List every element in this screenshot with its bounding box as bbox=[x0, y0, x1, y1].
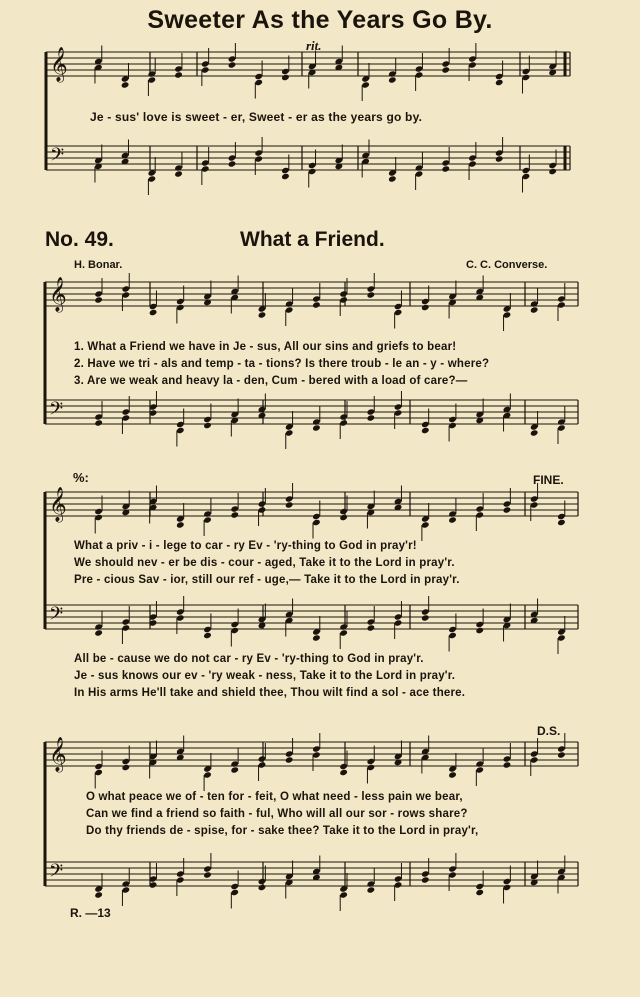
hymn1-bass-notehead bbox=[441, 165, 450, 172]
chorus-lyric-verse3: In His arms He'll take and shield thee, Thou wilt find a sol - ace there. bbox=[74, 687, 466, 699]
system3-lyric-verse2: Can we find a friend so faith - ful, Who will all our sor - rows share? bbox=[86, 808, 468, 820]
system1-bass-clef-icon: 𝄢 bbox=[49, 399, 64, 424]
system2-lyric-verse1: What a priv - i - lege to car - ry Ev - 'ry-thing to God in pray'r! bbox=[74, 540, 417, 552]
hymn1-system-bass-clef-icon: 𝄢 bbox=[50, 145, 65, 170]
system3-bass-notehead bbox=[421, 876, 430, 883]
chorus-lyric-verse1: All be - cause we do not car - ry Ev - 'ry-thing to God in pray'r. bbox=[74, 653, 424, 665]
hymn1-title: Sweeter As the Years Go By. bbox=[147, 6, 493, 34]
system1-lyric-verse2: 2. Have we tri - als and temp - ta - tions? Is there troub - le an - y - where? bbox=[74, 358, 490, 370]
system2-treble-notehead bbox=[339, 514, 348, 521]
system2-bass-notehead bbox=[421, 614, 430, 621]
system3-treble-notehead bbox=[339, 769, 348, 776]
composer-credit: C. C. Converse. bbox=[466, 259, 548, 271]
hymn1-treble-notehead bbox=[174, 71, 183, 78]
system2-bass-notehead bbox=[312, 634, 321, 641]
fine-mark: FINE. bbox=[533, 473, 564, 487]
system2-bass-notehead bbox=[475, 627, 484, 634]
dal-segno-mark: D.S. bbox=[537, 724, 561, 738]
system3-treble-notehead bbox=[503, 761, 512, 768]
system2-bass-notehead bbox=[203, 632, 212, 639]
system1-treble-notehead bbox=[149, 309, 158, 316]
system3-treble-clef-icon: 𝄞 bbox=[49, 737, 67, 772]
system3-treble-notehead bbox=[230, 766, 239, 773]
system1-treble-notehead bbox=[421, 304, 430, 311]
system2-treble-notehead bbox=[285, 501, 294, 508]
system1-bass-notehead bbox=[421, 427, 430, 434]
hymn2-number: No. 49. bbox=[45, 228, 114, 251]
system1-bass-notehead bbox=[367, 414, 376, 421]
hymn1-system-treble-clef-icon: 𝄞 bbox=[50, 47, 68, 82]
system3-treble-notehead bbox=[448, 771, 457, 778]
hymn1-bass-notehead bbox=[495, 155, 504, 162]
system1-treble-notehead bbox=[94, 296, 103, 303]
hymn1-bass-notehead bbox=[281, 173, 290, 180]
page-footer: R. —13 bbox=[70, 906, 111, 920]
system2-bass-notehead bbox=[367, 624, 376, 631]
system1-bass-notehead bbox=[94, 419, 103, 426]
system2-treble-notehead bbox=[557, 519, 566, 526]
system1-treble-notehead bbox=[367, 291, 376, 298]
system3-bass-notehead bbox=[94, 891, 103, 898]
system1-treble-notehead bbox=[258, 311, 267, 318]
chorus-lyric-verse2: Je - sus knows our ev - 'ry weak - ness, Take it to the Lord in pray'r. bbox=[74, 670, 456, 682]
system1-bass-notehead bbox=[530, 429, 539, 436]
system3-bass-clef-icon: 𝄢 bbox=[49, 861, 64, 886]
hymn1-bass-notehead bbox=[228, 160, 237, 167]
system3-treble-notehead bbox=[557, 751, 566, 758]
system2-treble-notehead bbox=[230, 511, 239, 518]
system3-treble-notehead bbox=[285, 756, 294, 763]
hymn1-treble-notehead bbox=[441, 66, 450, 73]
system3-bass-notehead bbox=[475, 889, 484, 896]
lyricist-credit: H. Bonar. bbox=[74, 259, 123, 271]
system2-bass-notehead bbox=[94, 629, 103, 636]
system3-bass-notehead bbox=[258, 884, 267, 891]
system3-lyric-verse3: Do thy friends de - spise, for - sake thee? Take it to the Lord in pray'r, bbox=[86, 825, 479, 837]
system1-bass-notehead bbox=[203, 422, 212, 429]
system2-treble-notehead bbox=[448, 516, 457, 523]
hymn1-lyric: Je - sus' love is sweet - er, Sweet - er as the years go by. bbox=[90, 110, 423, 124]
system2-treble-clef-icon: 𝄞 bbox=[49, 487, 67, 522]
system3-bass-notehead bbox=[367, 886, 376, 893]
system2-lyric-verse2: We should nev - er be dis - cour - aged, Take it to the Lord in pray'r. bbox=[74, 557, 455, 569]
hymn1-bass-notehead bbox=[548, 168, 557, 175]
system2-bass-clef-icon: 𝄢 bbox=[49, 604, 64, 629]
hymn1-bass-notehead bbox=[388, 175, 397, 182]
system1-treble-notehead bbox=[530, 306, 539, 313]
ritardando-mark: rit. bbox=[306, 38, 322, 53]
hymn1-bass-notehead bbox=[174, 170, 183, 177]
hymn1-treble-notehead bbox=[281, 74, 290, 81]
hymn1-treble-notehead bbox=[121, 81, 130, 88]
hymn1-treble-notehead bbox=[495, 79, 504, 86]
system1-bass-notehead bbox=[312, 424, 321, 431]
system3-bass-notehead bbox=[203, 871, 212, 878]
hymn2-title: What a Friend. bbox=[240, 228, 385, 251]
hymn1-treble-notehead bbox=[388, 76, 397, 83]
system3-treble-notehead bbox=[122, 764, 131, 771]
system1-lyric-verse1: 1. What a Friend we have in Je - sus, All our sins and griefs to bear! bbox=[74, 341, 457, 353]
system1-treble-notehead bbox=[312, 301, 321, 308]
system1-treble-clef-icon: 𝄞 bbox=[49, 277, 67, 312]
system1-lyric-verse3: 3. Are we weak and heavy la - den, Cum - bered with a load of care?— bbox=[74, 375, 468, 387]
system3-lyric-verse1: O what peace we of - ten for - feit, O what need - less pain we bear, bbox=[86, 791, 463, 803]
system2-lyric-verse3: Pre - cious Sav - ior, still our ref - uge,— Take it to the Lord in pray'r. bbox=[74, 574, 460, 586]
segno-sign: %: bbox=[73, 470, 89, 485]
hymn1-treble-notehead bbox=[228, 61, 237, 68]
system2-treble-notehead bbox=[176, 521, 185, 528]
system2-treble-notehead bbox=[503, 506, 512, 513]
